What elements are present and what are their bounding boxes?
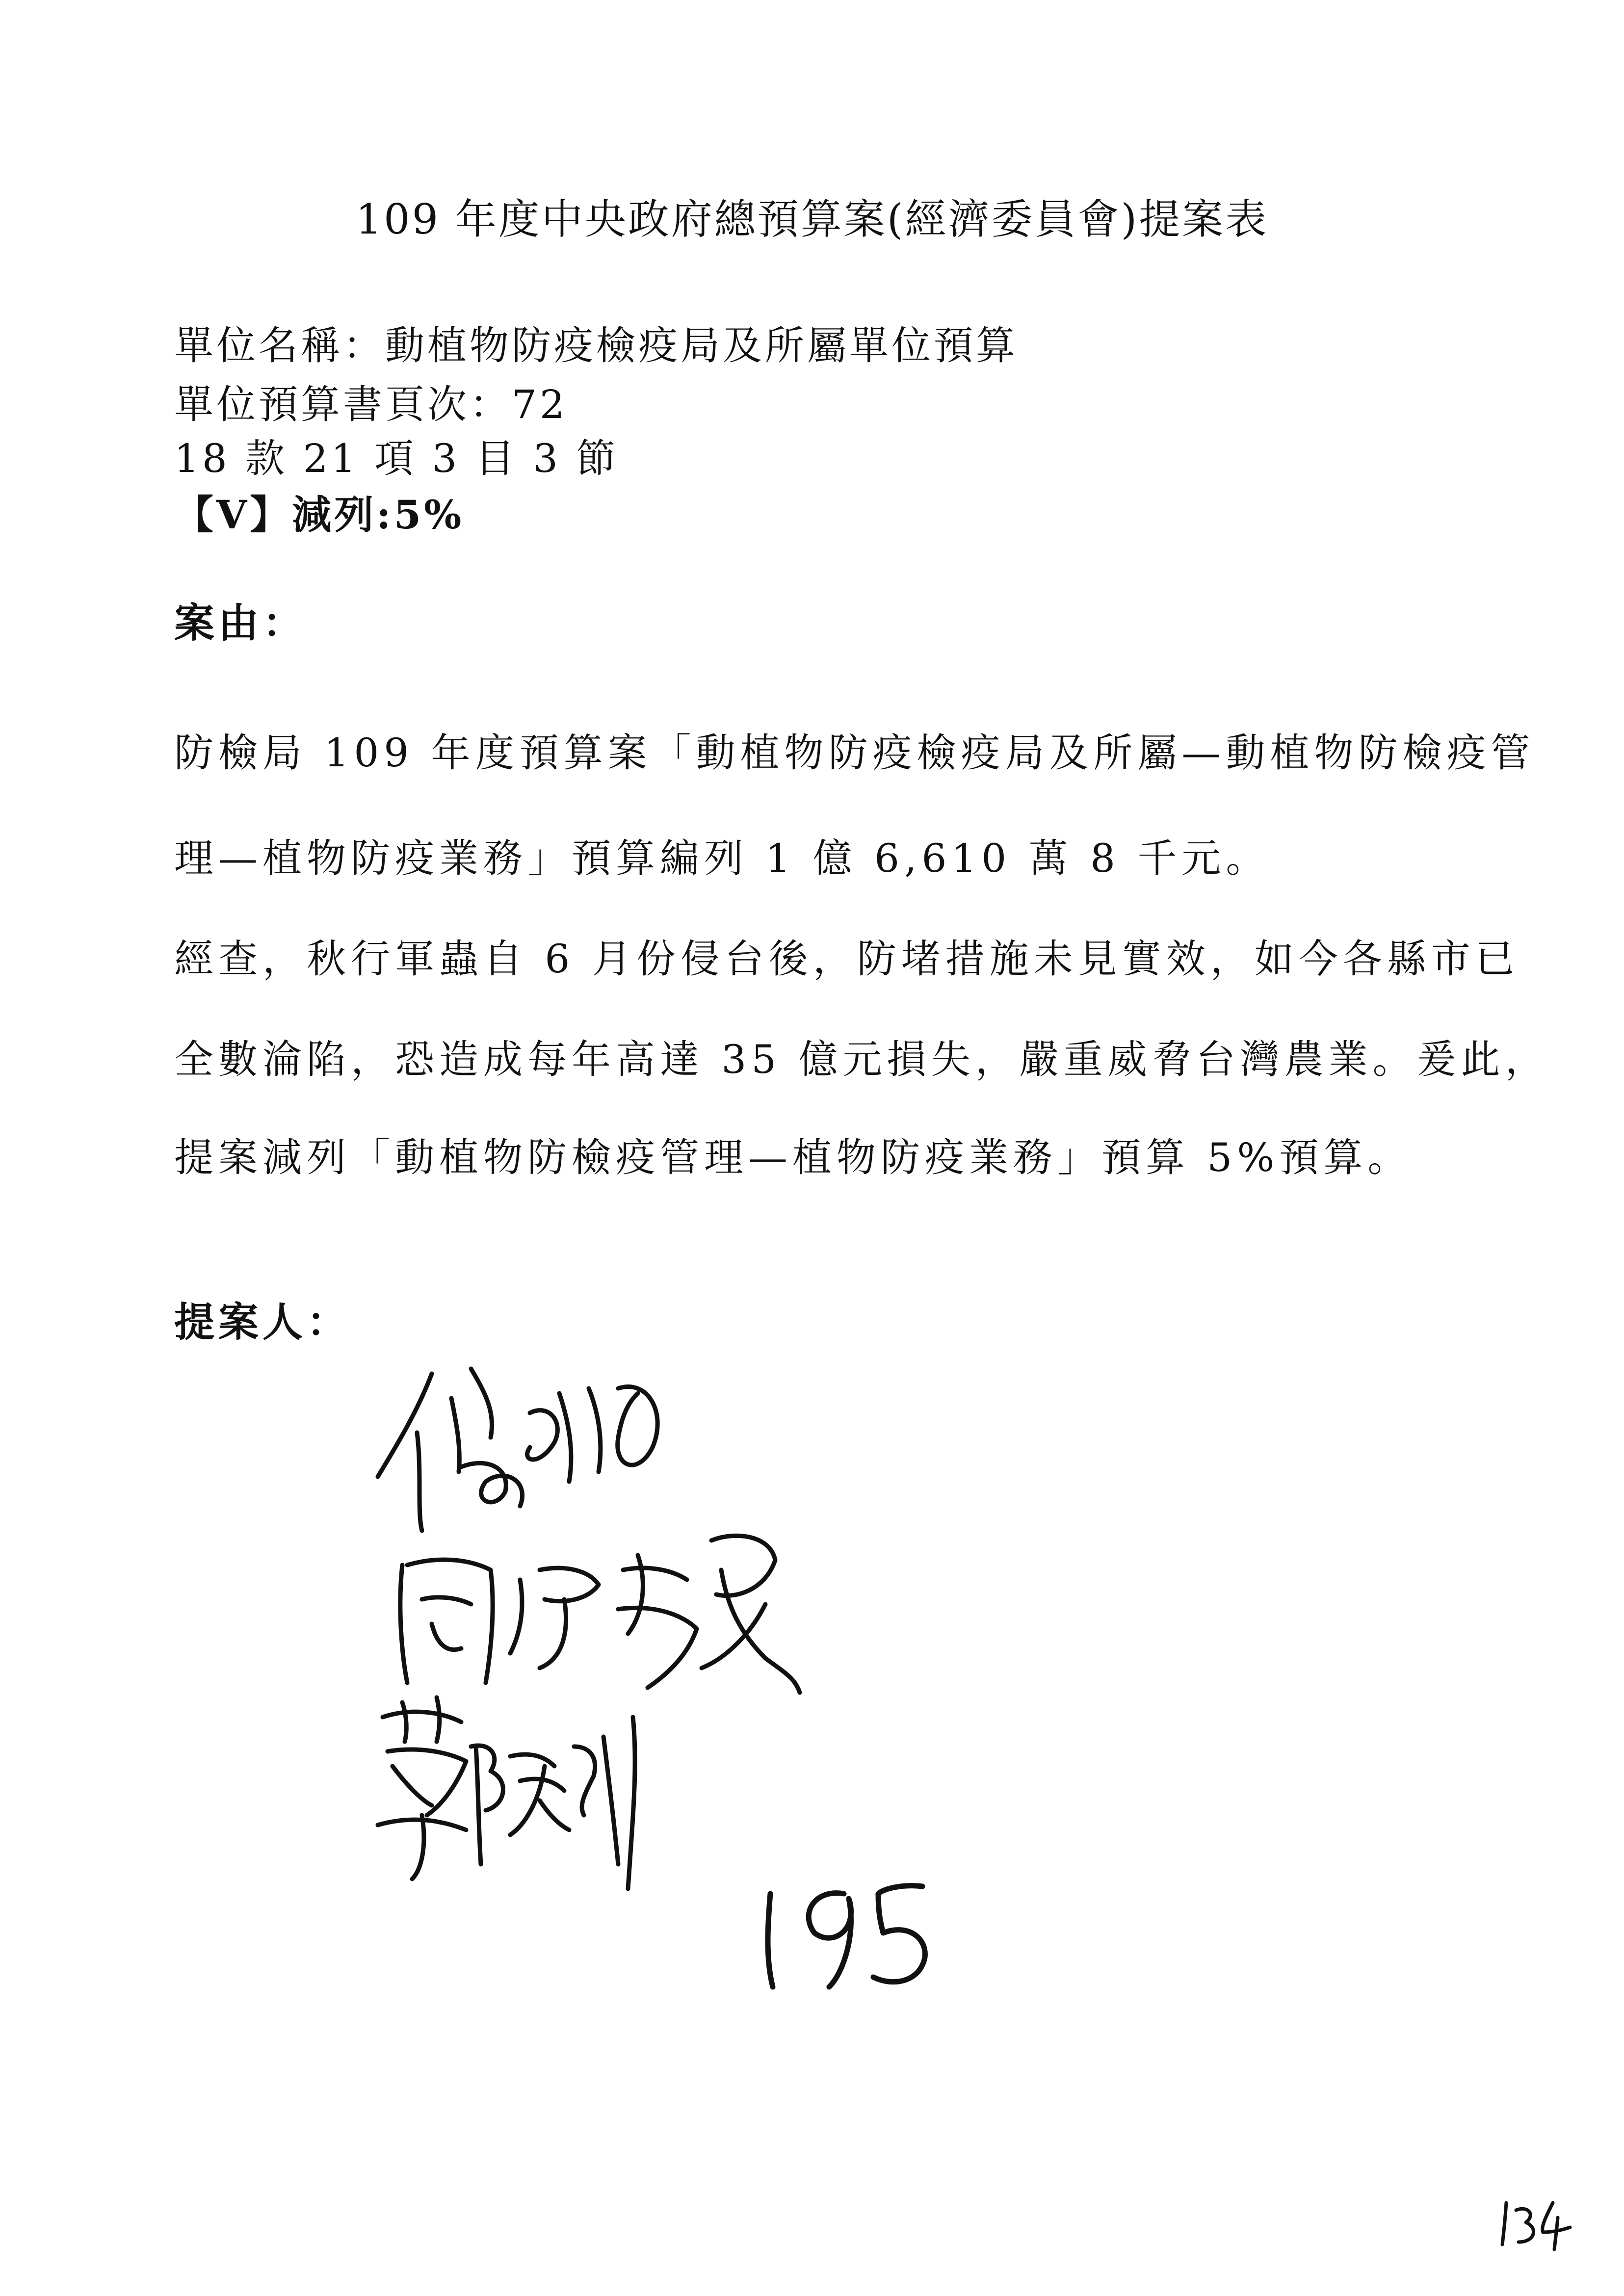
- document-title: 109 年度中央政府總預算案(經濟委員會)提案表: [355, 195, 1269, 243]
- paragraph-line-3: 經查，秋行軍蟲自 6 月份侵台後，防堵措施未見實效，如今各縣市已: [174, 936, 1519, 982]
- handwritten-page-number: [1502, 2203, 1570, 2249]
- proposer-heading: 提案人：: [174, 1299, 351, 1346]
- signature-3: [378, 1697, 635, 1889]
- action-line: 【V】減列:5%: [174, 492, 465, 538]
- paragraph-line-1: 防檢局 109 年度預算案「動植物防疫檢疫局及所屬—動植物防檢疫管: [174, 730, 1535, 776]
- item-reference: 18 款 21 項 3 目 3 節: [174, 436, 619, 481]
- signature-1: [378, 1369, 657, 1531]
- paragraph-line-2: 理—植物防疫業務」預算編列 1 億 6,610 萬 8 千元。: [174, 835, 1270, 881]
- reason-heading: 案由：: [174, 600, 307, 647]
- handwritten-number: [768, 1886, 925, 1987]
- paragraph-line-4: 全數淪陷，恐造成每年高達 35 億元損失，嚴重威脅台灣農業。爰此，: [174, 1037, 1549, 1082]
- paragraph-line-5: 提案減列「動植物防檢疫管理—植物防疫業務」預算 5%預算。: [174, 1135, 1412, 1180]
- signature-2: [400, 1536, 800, 1693]
- page-reference: 單位預算書頁次：72: [174, 382, 568, 427]
- unit-name: 單位名稱：動植物防疫檢疫局及所屬單位預算: [174, 323, 1018, 368]
